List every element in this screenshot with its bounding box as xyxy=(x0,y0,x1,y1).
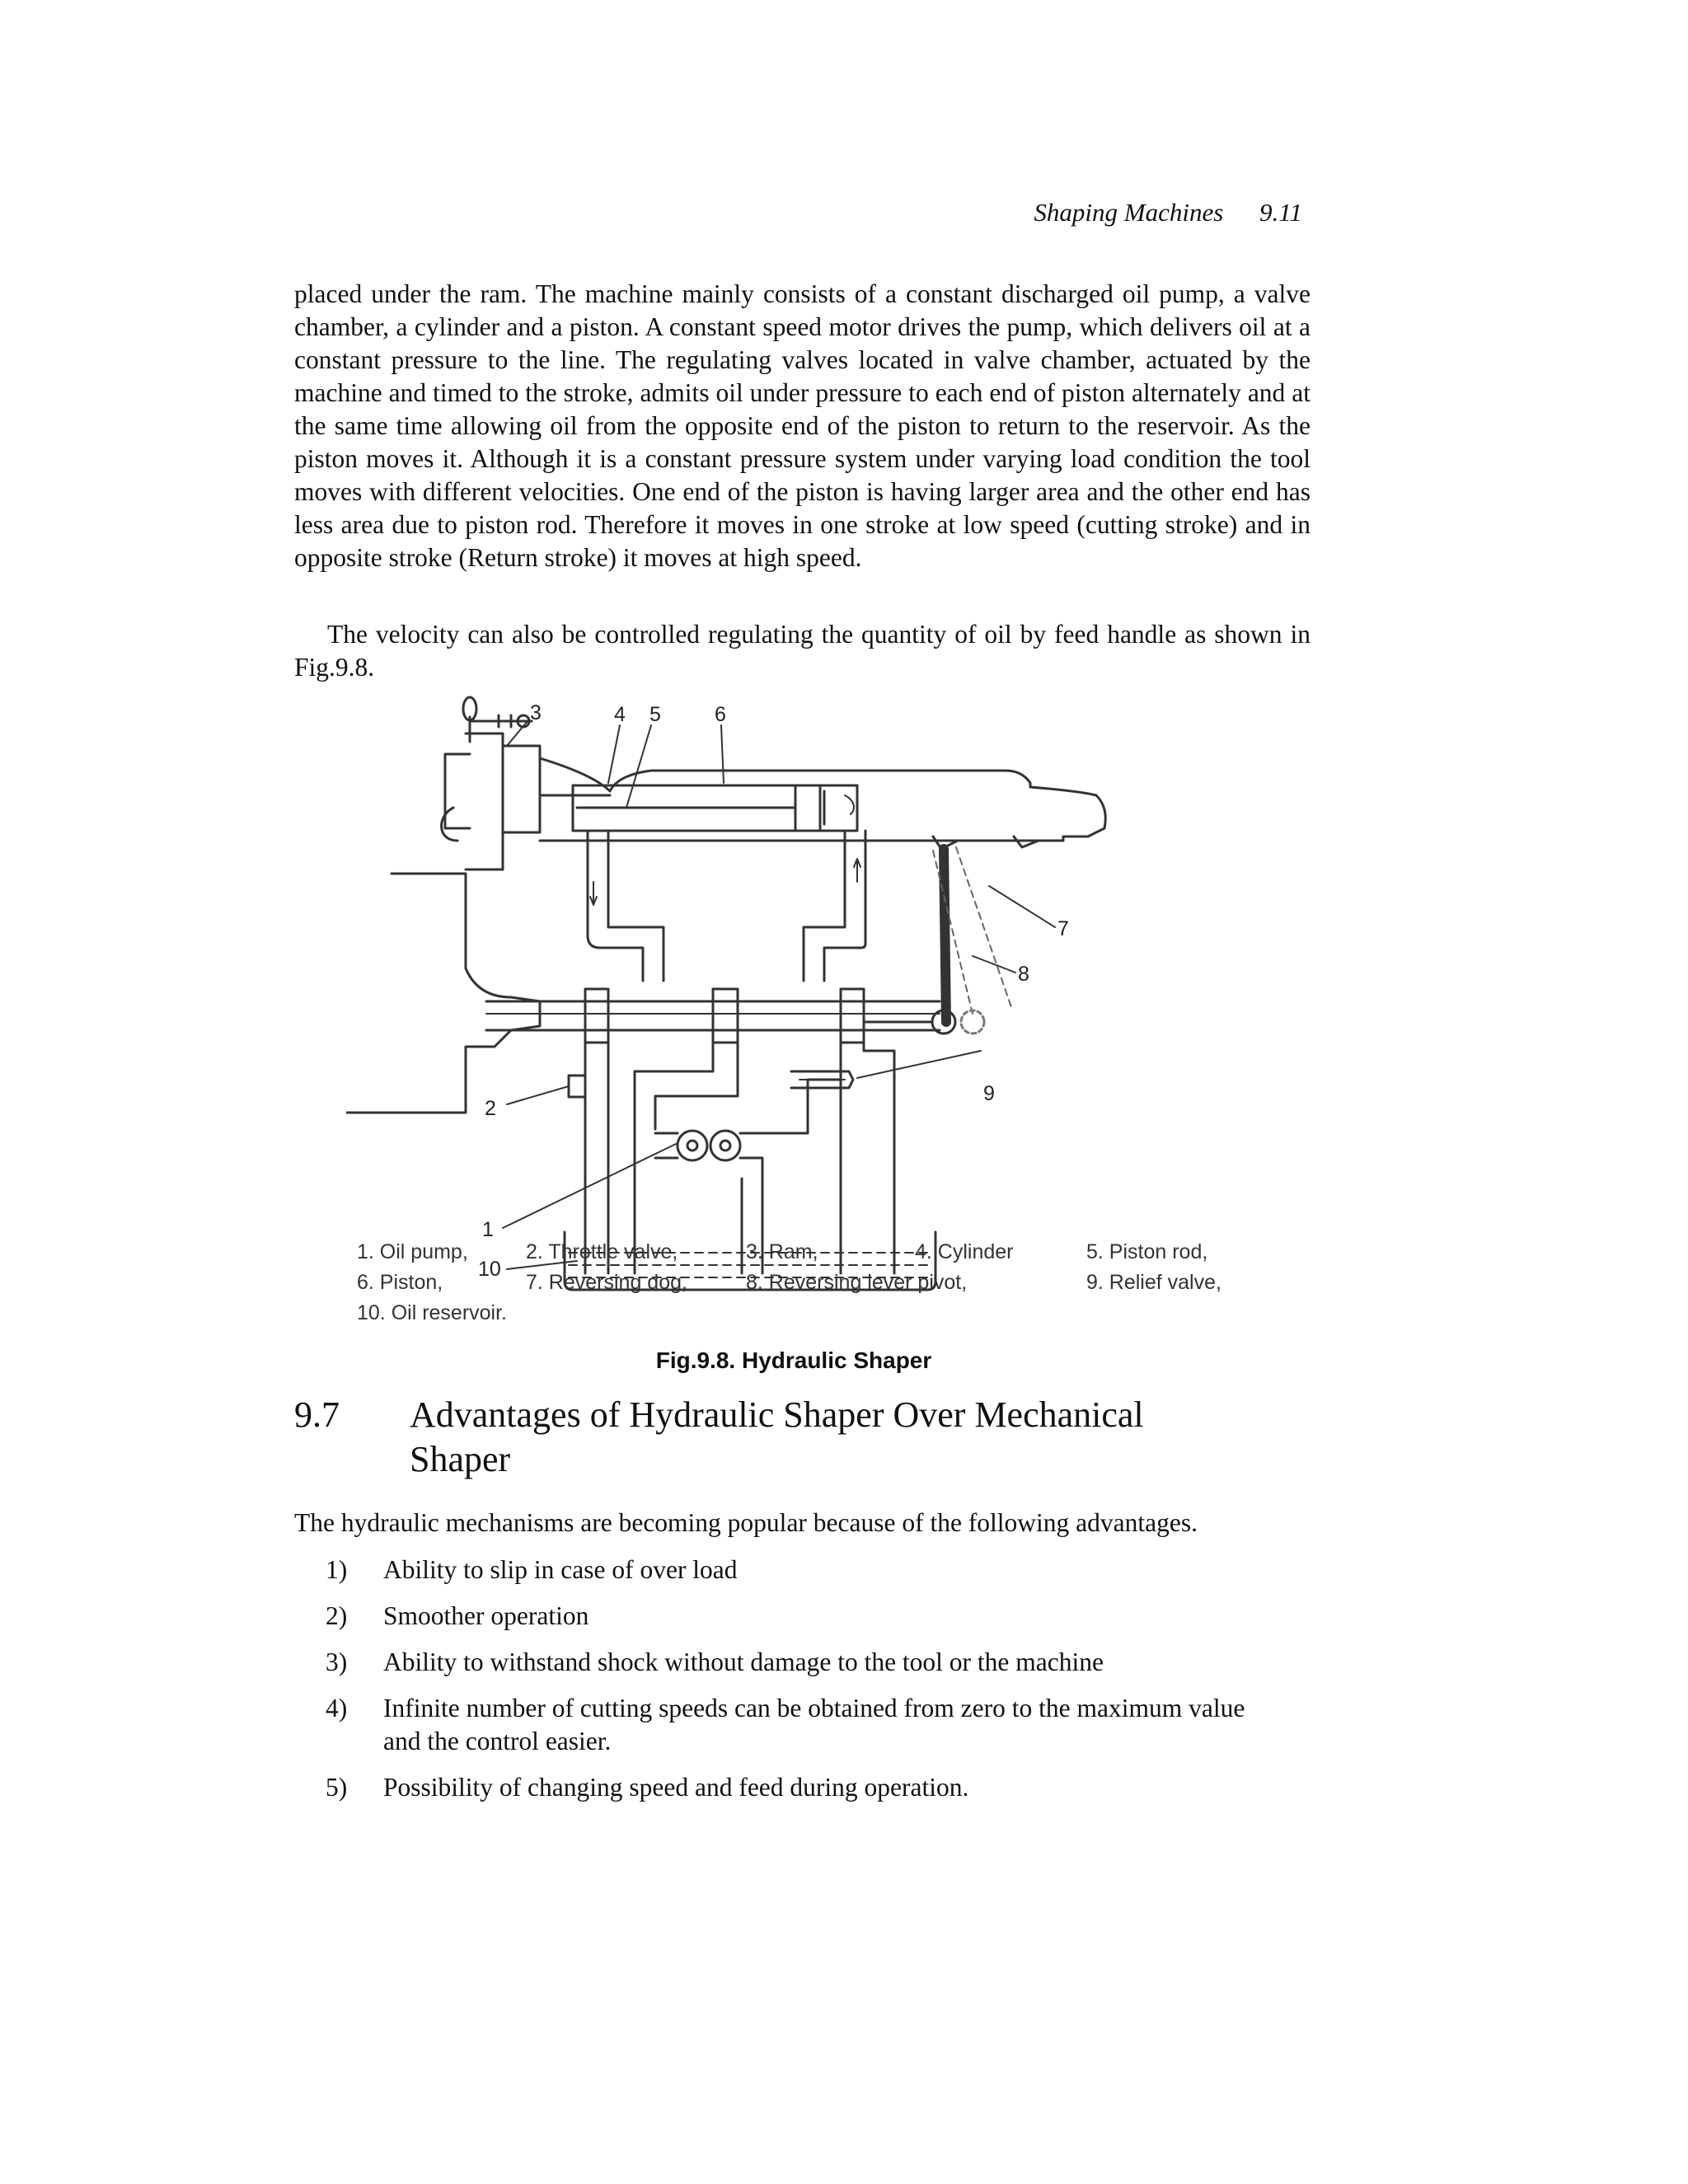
list-item-number: 2) xyxy=(326,1601,348,1630)
cylinder xyxy=(573,785,857,831)
reversing-lever xyxy=(864,837,1039,1033)
section-title: Advantages of Hydraulic Shaper Over Mechanical Shaper xyxy=(410,1394,1144,1479)
legend-item: 1. Oil pump, xyxy=(357,1240,468,1263)
legend-item: 3. Ram, xyxy=(746,1240,818,1263)
list-item xyxy=(313,1771,1311,1804)
callout-6: 6 xyxy=(715,703,726,726)
callout-7: 7 xyxy=(1057,917,1069,940)
legend-item: 10. Oil reservoir. xyxy=(357,1301,508,1324)
ram xyxy=(540,758,1105,841)
running-head xyxy=(1034,198,1302,227)
callout-labels xyxy=(478,701,1069,1281)
section-intro: The hydraulic mechanisms are becoming popular because of the following advantages. xyxy=(294,1508,1198,1537)
body-paragraph: The velocity can also be controlled regulating the quantity of oil by feed handle as shown in Fig.9.8. xyxy=(294,620,1311,682)
tool-head xyxy=(503,746,540,832)
legend-item: 6. Piston, xyxy=(357,1271,443,1294)
machine-column xyxy=(346,733,540,1113)
running-head-title: Shaping Machines xyxy=(1034,198,1224,227)
callout-8: 8 xyxy=(1018,963,1029,986)
list-item-text: Ability to slip in case of over load xyxy=(383,1555,738,1584)
hydraulic-shaper-figure xyxy=(346,684,1302,1343)
callout-1: 1 xyxy=(482,1218,494,1241)
list-item xyxy=(313,1646,1311,1679)
list-item xyxy=(313,1692,1311,1758)
list-item-text: Infinite number of cutting speeds can be obtained from zero to the maximum value and the control easier. xyxy=(383,1694,1245,1755)
callout-10: 10 xyxy=(478,1258,501,1281)
legend-item: 2. Throttle valve, xyxy=(526,1240,678,1263)
section-number: 9.7 xyxy=(294,1394,340,1435)
legend-item: 9. Relief valve, xyxy=(1086,1271,1221,1294)
legend-item: 7. Reversing dog, xyxy=(526,1271,687,1294)
list-item-number: 3) xyxy=(326,1647,348,1676)
figure-caption: Fig.9.8. Hydraulic Shaper xyxy=(655,1347,932,1373)
oil-pipes xyxy=(588,831,865,981)
legend-item: 8. Reversing lever pivot, xyxy=(746,1271,968,1294)
list-item xyxy=(313,1600,1311,1633)
page-number: 9.11 xyxy=(1259,198,1302,227)
list-item-text: Smoother operation xyxy=(383,1601,589,1630)
callout-9: 9 xyxy=(983,1082,995,1105)
valve-chamber xyxy=(486,989,940,1043)
body-paragraph: placed under the ram. The machine mainly consists of a constant discharged oil pump, a valve chamber, a cylinder and a piston. A constant speed motor drives the pump, which delivers oil at a constant pressure to the line. The regulating valves located in valve chamber, actuated by the machine and timed to the stroke, admits oil under pressure to each end of piston alternately and at the same time allowing oil from the opposite end of the piston to return to the reservoir. As the piston moves it. Although it is a constant pressure system under varying load condition the tool moves with different velocities. One end of the piston is having larger area and the other end has less area due to piston rod. Therefore it moves in one stroke at low speed (cutting stroke) and in opposite stroke (Return stroke) it moves at high speed. xyxy=(294,279,1311,572)
list-item-number: 1) xyxy=(326,1555,348,1584)
oil-pump xyxy=(655,1080,841,1179)
relief-valve xyxy=(791,1071,853,1088)
legend-item: 4. Cylinder xyxy=(915,1240,1014,1263)
callout-3: 3 xyxy=(530,701,542,724)
list-item-number: 4) xyxy=(326,1694,348,1722)
callout-2: 2 xyxy=(485,1097,496,1120)
list-item xyxy=(313,1554,1311,1586)
feed-handle xyxy=(463,697,532,742)
list-item-text: Possibility of changing speed and feed during operation. xyxy=(383,1773,969,1802)
legend-item: 5. Piston rod, xyxy=(1086,1240,1208,1263)
list-item-text: Ability to withstand shock without damage to the tool or the machine xyxy=(383,1647,1104,1676)
advantages-list xyxy=(313,1554,1311,1817)
callout-5: 5 xyxy=(649,703,661,726)
throttle-valve xyxy=(569,1076,585,1097)
callout-4: 4 xyxy=(614,703,626,726)
list-item-number: 5) xyxy=(326,1773,348,1802)
